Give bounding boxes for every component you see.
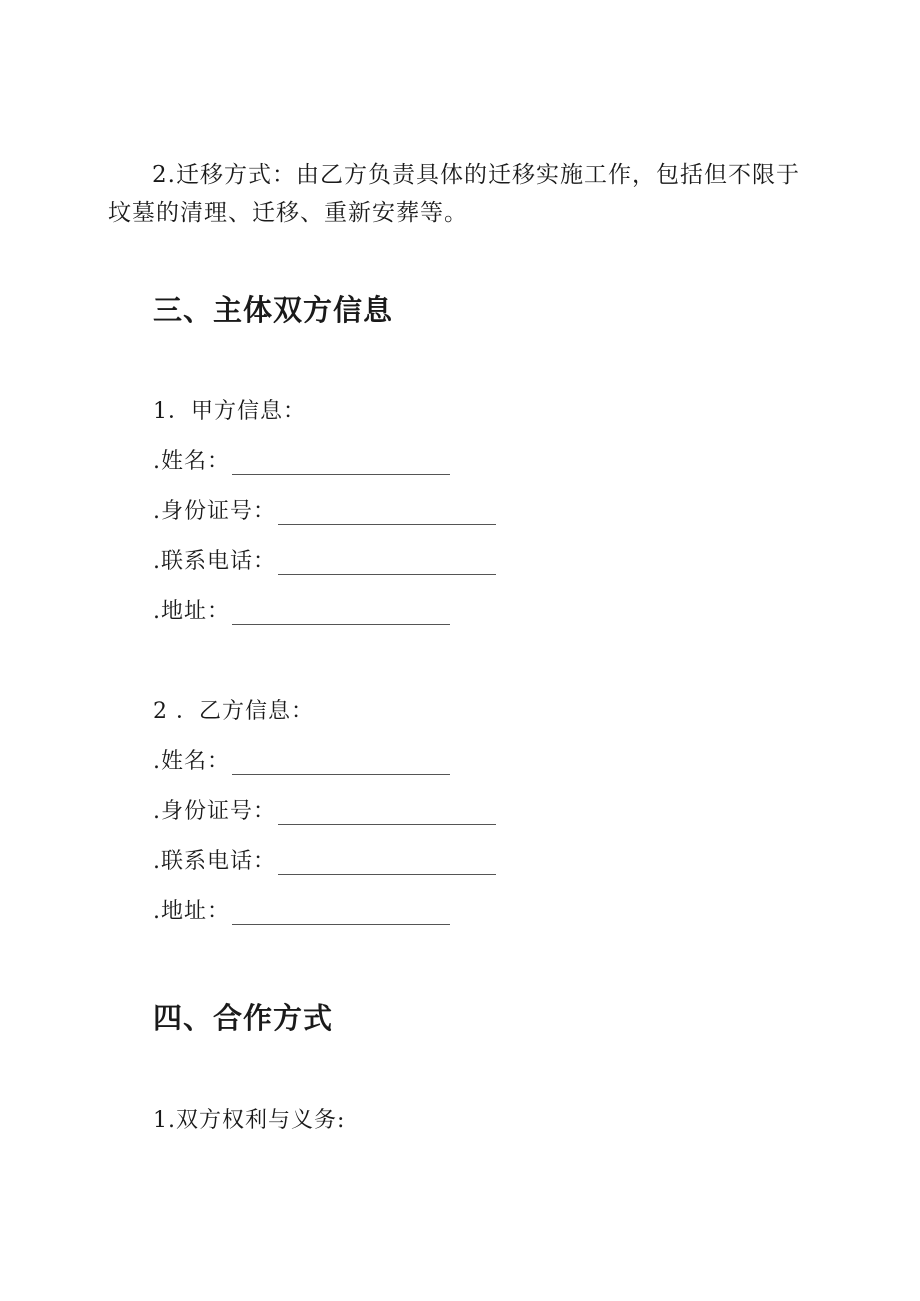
party-b-address-blank[interactable] xyxy=(232,896,450,925)
rights-obligations-item: 1.双方权利与义务: xyxy=(153,1108,346,1133)
party-b-id-field xyxy=(153,796,496,828)
party-b-address-label: .地址： xyxy=(153,899,230,924)
party-a-address-blank[interactable] xyxy=(232,596,450,625)
party-b-id-blank[interactable] xyxy=(278,796,496,825)
party-a-phone-blank[interactable] xyxy=(278,546,496,575)
party-a-address-label: .地址： xyxy=(153,599,230,624)
party-a-name-field xyxy=(153,446,450,478)
party-b-address-field xyxy=(153,896,450,928)
migration-method-paragraph xyxy=(108,156,808,232)
party-a-id-label: .身份证号： xyxy=(153,499,276,524)
party-a-name-blank[interactable] xyxy=(232,446,450,475)
party-b-id-label: .身份证号： xyxy=(153,799,276,824)
party-b-name-label: .姓名： xyxy=(153,749,230,774)
party-a-name-label: .姓名： xyxy=(153,449,230,474)
section-3-title: 三、主体双方信息 xyxy=(153,293,394,327)
party-a-address-field xyxy=(153,596,450,628)
party-b-phone-label: .联系电话： xyxy=(153,849,276,874)
section-4-title: 四、合作方式 xyxy=(153,1001,334,1035)
party-b-name-blank[interactable] xyxy=(232,746,450,775)
party-b-phone-blank[interactable] xyxy=(278,846,496,875)
party-a-id-field xyxy=(153,496,496,528)
party-a-id-blank[interactable] xyxy=(278,496,496,525)
party-a-phone-field xyxy=(153,546,496,578)
party-b-heading: 2 ．乙方信息： xyxy=(153,699,314,724)
party-b-name-field xyxy=(153,746,450,778)
migration-method-text: 2.迁移方式：由乙方负责具体的迁移实施工作，包括但不限于坟墓的清理、迁移、重新安葬等。 xyxy=(108,162,800,226)
party-a-heading: 1．甲方信息： xyxy=(153,399,306,424)
party-a-phone-label: .联系电话： xyxy=(153,549,276,574)
party-b-phone-field xyxy=(153,846,496,878)
